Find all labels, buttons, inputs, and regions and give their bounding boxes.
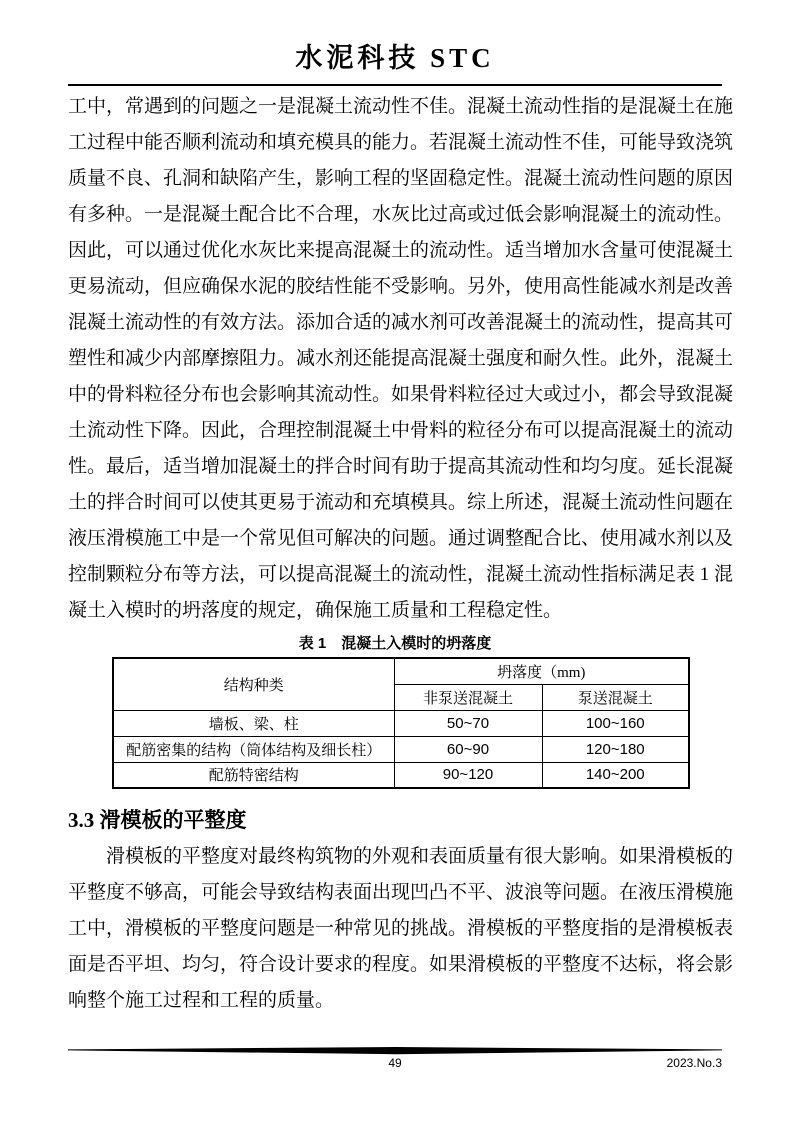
cell-category: 墙板、梁、柱 bbox=[113, 710, 394, 736]
table-header-pumped: 泵送混凝土 bbox=[542, 684, 689, 710]
cell-non-pumped: 50~70 bbox=[394, 710, 542, 736]
table-row bbox=[113, 710, 689, 736]
issue-label: 2023.No.3 bbox=[666, 1056, 722, 1070]
body-line: 液压滑模施工中是一个常见但可解决的问题。通过调整配合比、使用减水剂以及 bbox=[68, 528, 734, 549]
table-header-slump: 坍落度（mm) bbox=[394, 658, 689, 684]
paragraph-formwork-flatness bbox=[68, 839, 734, 1019]
table-row bbox=[113, 736, 689, 762]
body-line: 因此，可以通过优化水灰比来提高混凝土的流动性。适当增加水含量可使混凝土 bbox=[68, 240, 734, 261]
page-number: 49 bbox=[388, 1056, 402, 1070]
table-header-category: 结构种类 bbox=[113, 658, 394, 710]
body-line: 塑性和减少内部摩擦阻力。减水剂还能提高混凝土强度和耐久性。此外，混凝土 bbox=[68, 348, 734, 369]
table-caption: 表 1 混凝土入模时的坍落度 bbox=[298, 635, 492, 652]
body-line: 工过程中能否顺利流动和填充模具的能力。若混凝土流动性不佳，可能导致浇筑 bbox=[68, 132, 734, 153]
body-line: 响整个施工过程和工程的质量。 bbox=[68, 990, 335, 1011]
cell-pumped: 120~180 bbox=[542, 736, 689, 762]
footer-divider bbox=[68, 1047, 722, 1055]
cell-category: 配筋密集的结构（筒体结构及细长柱） bbox=[113, 736, 394, 762]
body-line: 控制颗粒分布等方法，可以提高混凝土的流动性，混凝土流动性指标满足表 1 混 bbox=[68, 564, 734, 585]
table-header-row-1 bbox=[113, 658, 689, 684]
body-line: 有多种。一是混凝土配合比不合理，水灰比过高或过低会影响混凝土的流动性。 bbox=[68, 204, 734, 225]
body-line: 土的拌合时间可以使其更易于流动和充填模具。综上所述，混凝土流动性问题在 bbox=[68, 492, 734, 513]
section-heading: 3.3 滑模板的平整度 bbox=[68, 808, 247, 832]
body-line: 土流动性下降。因此，合理控制混凝土中骨料的粒径分布可以提高混凝土的流动 bbox=[68, 420, 734, 441]
cell-non-pumped: 90~120 bbox=[394, 762, 542, 788]
journal-title: 水泥科技 STC bbox=[295, 43, 495, 73]
cell-pumped: 100~160 bbox=[542, 710, 689, 736]
table-row bbox=[113, 762, 689, 788]
cell-pumped: 140~200 bbox=[542, 762, 689, 788]
body-line: 工中，滑模板的平整度问题是一种常见的挑战。滑模板的平整度指的是滑模板表 bbox=[68, 918, 734, 939]
page-footer bbox=[68, 1056, 722, 1072]
body-line: 混凝土流动性的有效方法。添加合适的减水剂可改善混凝土的流动性，提高其可 bbox=[68, 312, 734, 333]
page-content bbox=[68, 0, 734, 1122]
body-line: 平整度不够高，可能会导致结构表面出现凹凸不平、波浪等问题。在液压滑模施 bbox=[68, 882, 734, 903]
body-line: 更易流动，但应确保水泥的胶结性能不受影响。另外，使用高性能减水剂是改善 bbox=[68, 276, 734, 297]
header-divider bbox=[68, 84, 722, 86]
body-line: 工中，常遇到的问题之一是混凝土流动性不佳。混凝土流动性指的是混凝土在施 bbox=[68, 96, 734, 117]
body-line: 滑模板的平整度对最终构筑物的外观和表面质量有很大影响。如果滑模板的 bbox=[68, 846, 734, 867]
body-line: 面是否平坦、均匀，符合设计要求的程度。如果滑模板的平整度不达标，将会影 bbox=[68, 954, 734, 975]
cell-category: 配筋特密结构 bbox=[113, 762, 394, 788]
body-line: 凝土入模时的坍落度的规定，确保施工质量和工程稳定性。 bbox=[68, 600, 563, 621]
table-header-non-pumped: 非泵送混凝土 bbox=[394, 684, 542, 710]
cell-non-pumped: 60~90 bbox=[394, 736, 542, 762]
body-line: 中的骨料粒径分布也会影响其流动性。如果骨料粒径过大或过小，都会导致混凝 bbox=[68, 384, 734, 405]
body-line: 质量不良、孔洞和缺陷产生，影响工程的坚固稳定性。混凝土流动性问题的原因 bbox=[68, 168, 734, 189]
paragraph-concrete-flowability bbox=[68, 89, 734, 629]
slump-table bbox=[112, 657, 690, 789]
body-line: 性。最后，适当增加混凝土的拌合时间有助于提高其流动性和均匀度。延长混凝 bbox=[68, 456, 734, 477]
